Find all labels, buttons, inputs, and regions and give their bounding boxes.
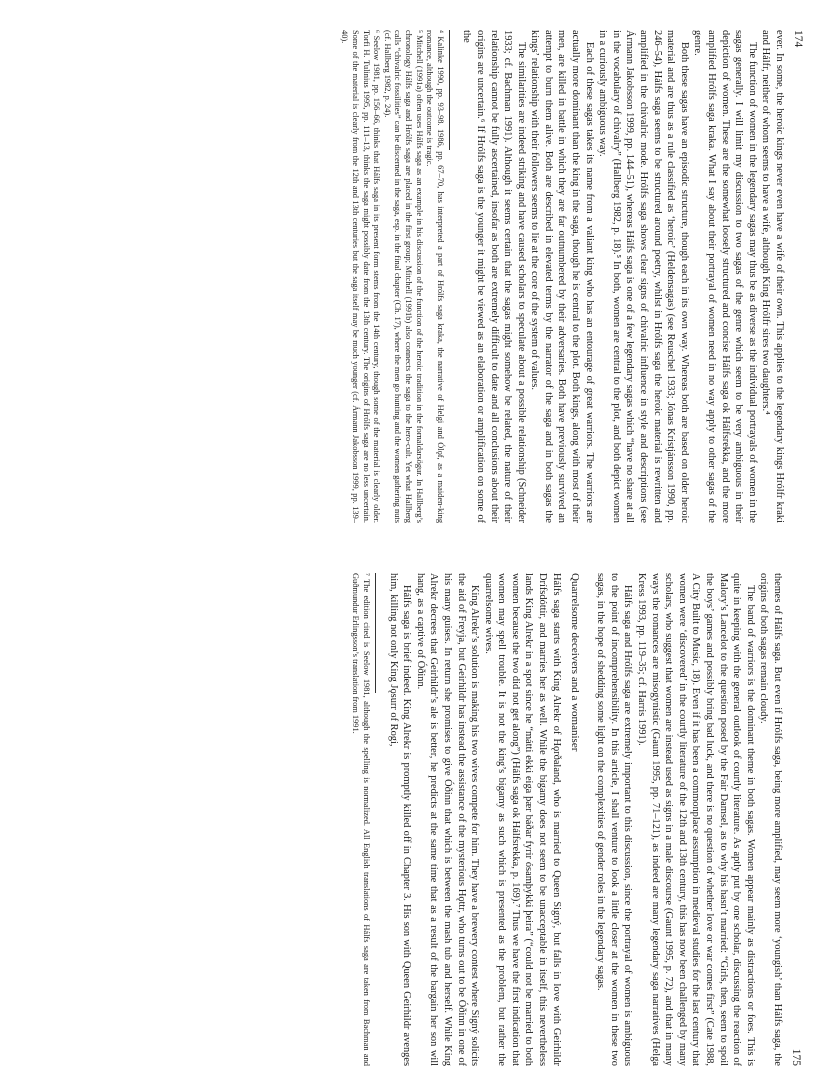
page-175 [0,545,818,1092]
page-174 [0,0,818,545]
footnotes [339,30,450,523]
paragraph: Hálfs saga and Hrólfs saga are extremely important to this discussion, since the portrayal of women is ambiguous to the point of incomprehensibility. In this article, I shall venture to look a little closer at the women in these two sagas, in the hope of shedding some light on the complexities of gender roles in the legendary sagas. [595,573,634,1066]
footnote-rule [375,573,376,693]
paragraph: Each of these sagas takes its name from a valiant king who has an entourage of great warriors. The warriors are actually more dominant than the king in the saga, though he is central to the plot. Both kings, along with most of their men, are killed in battle in which they are far outnumbered by their adversaries. Both have previously survived an attempt to burn them alive. Both are described in elevated terms by the narrator of the saga and in both sagas the kings’ relationship with their followers seems to lie at the core of the system of values. [529,30,595,523]
paragraph: The function of women in the legendary sagas may thus be as diverse as the individual portrayals of women in the sagas generally. I will limit my discussion to two sagas of the genre which seem to be very ambiguous in their depiction of women. These are the somewhat loosely structured and concise Hálfs saga ok Hálfsrekka, and the more amplified Hrólfs saga kraka. What I say about their portrayal of women need in no way apply to other sagas of the genre. [692,30,758,523]
section-heading: Quarrelsome deceivers and a womaniser [568,573,581,752]
page-number: 174 [792,30,804,48]
page-body [386,573,784,1066]
paragraph: themes of Hálfs saga. But even if Hrólfs saga, being more amplified, may seem more ‘youngish’ than Hálfs saga, the origins of both sagas remain cloudy. [758,573,783,1066]
page-number: 175 [790,1048,802,1066]
footnote-rule [449,30,450,150]
page-body [460,30,786,523]
footnote: ⁵ Mitchell (1991a) often uses Hálfs saga as an example in his discussion of the function of the heroic tradition in the fornaldarsögur. In Hallberg’s chronology Hálfs saga and Hrólfs saga are placed in the first group; Mitchell (1991b) also connects the saga to the hero-cult. Yet what Hallberg calls “chivalric fossilities” can be discerned in the saga, esp. in the final chapter (Ch. 17), where the men go hunting and the women gathering nuts (cf. Hallberg 1982, p. 24). [382,30,424,523]
paragraph: Hálfs saga is brief indeed. King Alrekr is promptly killed off in Chapter 3. His son with Queen Geirhildr avenges him, killing not only King Jǫsurr of Rogi, [387,573,413,1066]
paragraph: The band of warriors is the dominant theme in both sagas. Women appear mainly as distractions or foes. This is quite in keeping with the general outlook of courtly literature. As aptly put by one scholar, discussing the reaction of Malory’s Lancelot to the question posed by the Fair Damsel, as to why his hasn’t married: “Girls, then, seem to spoil the boys’ games and possibly bring bad luck, and there is no question of whether love or war comes first” (Cate 1988, A City Built to Music, 18). Even if it has been a commonplace assumption in medieval studies for the last century that women were ‘discovered’ in the courtly literature of the 12th and 13th century, this has now been challenged by many scholars, who suggest that women are instead used as signs in a male discourse (Gaunt 1995, p. 72), and that in many ways the romances are misogynistic (Gaunt 1995, pp. 71–121), as indeed are many legendary saga narratives (Helga Kress 1993, pp. 119–35; cf. Harris 1991). [636,573,756,1066]
paragraph: King Alrekr’s solution is making his two wives compete for him. They have a brewery contest where Signý solicits the aid of Freyja, but Geirhildr has instead the assistance of the mysterious Hǫttr, who turns out to be Óðinn in one of his many guises. In return she promises to give Óðinn that which is between the mash tub and herself. While King Alrekr decrees that Geirhildr’s ale is better, he predicts at the same time that as a result of the bargain her son will hang, as a captive of Óðinn. [414,573,481,1066]
footnote: ⁷ The edition cited is Seelow 1981, although the spelling is normalized. All English translations of Hálfs saga are taken from Bachman and Guðmundur Erlingsson’s translation from 1991. [351,573,371,1066]
footnotes [350,573,376,1066]
paragraph: Both these sagas have an episodic structure, though each in its own way. Whereas both are based on older heroic material and are thus as a rule classified as ‘heroic’ (Heldensagas) (see Reuschel 1933; Jónas Kristjánsson 1990, pp. 246–54), Hálfs saga seems to be structured around poetry, whilst in Hrólfs saga the heroic material is rewritten and amplified in the chivalric mode. Hrólfs saga shows clear signs of chivalric influence in style and descriptions (see Ármann Jakobsson 1999, pp. 144–51), whereas Hálfs saga is one of a few legendary sagas which “have no share at all in the vocabulary of chivalry” (Hallberg 1982, p. 18).⁵ In both, women are central to the plot, and both depict women in a curiously ambiguous way. [597,30,690,523]
paragraph: Hálfs saga starts with King Alrekr of Hǫrðaland, who is married to Queen Signý, but falls in love with Geirhildr Drífsdóttir, and marries her as well. While the bigamy does not seem to be unacceptable in itself, this nevertheless lands King Alrekr in a spot since he “mátti ekki eiga þær báðar fyrir ósamþykki þeira” (“could not be married to both women because the two did not get along”) (Hálfs saga ok Hálfsrekka, p. 169).⁷ Thus we have the first indication that women may spell trouble. It is not the king’s bigamy as such which is presented as the problem, but rather the quarrelsome wives. [482,573,562,1066]
footnote: ⁴ Kalinke 1990, pp. 93–98. 1986, pp. 67–70, has interpreted a part of Hrólfs saga kraka, the narrative of Helgi and Ólǫf, as a maiden-king romance, although the outcome is tragic. [425,30,445,523]
paragraph: The similarities are indeed striking and have caused scholars to speculate about a possible relationship (Schneider 1933; cf. Bachman 1991). Although it seems certain that the sagas might somehow be related, the nature of their relationship cannot be fully ascertained, insofar as both are extremely difficult to date and all conclusions about their origins are uncertain.⁶ If Hrólfs saga is the younger it might be viewed as an elaboration or amplification on some of the [461,30,527,523]
paragraph: ever. In some, the heroic kings never even have a wife of their own. This applies to the legendary kings Hrólfr kraki and Hálfr, neither of whom seems to have a wife, although King Hrólfr sires two daughters.⁴ [760,30,785,523]
footnote: ⁶ Seelow 1981, pp. 156–66, thinks that Hálfs saga in its present form stems from the 14th century, though some of the material is clearly older. Torfi H. Tulinius 1995, pp. 111–13, thinks the saga might possibly date from the 13th century. The origins of Hrólfs saga are no less uncertain. Some of the material is clearly from the 12th and 13th centuries but the saga itself may be much younger (cf. Ármann Jakobsson 1999, pp. 139–40). [340,30,382,523]
